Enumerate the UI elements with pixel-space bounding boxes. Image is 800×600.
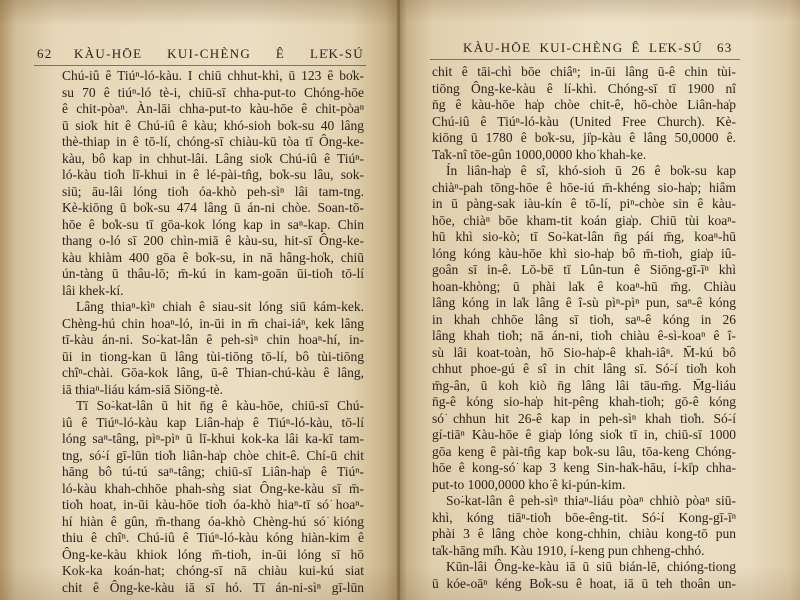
text-line: ló-kàu khah-chhōe phah-sǹg siat Ông-ke-kàu sī m̄-	[62, 480, 364, 496]
page-body	[432, 64, 736, 592]
text-line: ū kóe-oāⁿ kéng Bo̍k-su ê hoat, iā ū teh thoân un-	[432, 575, 736, 591]
text-line: Lâng thiaⁿ-kìⁿ chiah ê siau-sit lóng siū kám-kek.	[76, 299, 364, 314]
page-number: 63	[717, 40, 733, 55]
text-line: gí-tiāⁿ Kàu-hōe ê gia̍p lóng sio̍k tī in, chiū-sī 1000	[432, 427, 736, 442]
text-line: thang o-ló sī 200 chìn-miā ê kàu-su, hit-sī Ông-ke-	[62, 233, 364, 248]
text-line: ū sio̍k hit ê Chú-iû ê kàu; khó-sioh bo̍k-su 40 lâng	[62, 117, 364, 133]
text-line: khì, kóng tiāⁿ-tio̍h bōe-êng-tit. Só͘-í Kong-gī-īⁿ	[432, 509, 736, 525]
text-line: goân sī in-ê. Lō-bē tī Lûn-tun ê Siōng-gī-īⁿ khì	[432, 262, 736, 277]
text-line: lâi khek-kí.	[62, 282, 124, 298]
text-line: sù lâi koat-toàn, hō Sio-ha̍p-ê khah-iâⁿ. M̄-kú bô	[432, 344, 736, 360]
text-line: put-to 1000,0000 kho͘ ê ki-pún-kim.	[432, 476, 626, 492]
page-number: 62	[37, 46, 53, 61]
text-line: tng, só͘-í gī-lūn tio̍h liân-ha̍p chòe chit-ê. Chí-ū chit	[62, 447, 364, 463]
text-line: ê chit-pòaⁿ. Àn-lāi chha-put-to kàu-hōe ê chit-pòaⁿ	[62, 101, 364, 116]
text-line: Ông-ke-kàu khiok lóng m̄-tio̍h, in-ūi lóng sī hō	[62, 546, 364, 562]
page-body	[62, 68, 364, 596]
text-line: So͘-kat-lân ê peh-sìⁿ thiaⁿ-liáu pòaⁿ chhiò pòaⁿ siū-	[446, 493, 736, 508]
text-line: in ū pàng-sak iàu-kín ê tō-lí, piⁿ-chòe sin ê kàu-	[432, 196, 736, 211]
text-line: siū; āu-lâi lóng tio̍h óa-khò peh-sìⁿ lâi tam-tng.	[62, 183, 364, 199]
text-line: Ta̍k-nî tōe-gûn 1000,0000 kho͘ khah-ke.	[432, 146, 647, 162]
text-line: kàu, bô kap in chhut-lâi. Lâng sio̍k Chú-iû ê Tiúⁿ-	[62, 150, 364, 166]
text-line: hí hiàn ê gûn, m̄-thang óa-khò Chèng-hú só͘ kióng	[62, 513, 364, 529]
text-line: n̄g ê kàu-hōe ha̍p chòe chit-ê, hō-chòe Liân-ha̍p	[432, 97, 736, 112]
text-line: Tī So͘-kat-lân ū hit n̄g ê kàu-hōe, chiū-sī Chú-	[76, 398, 364, 413]
text-line: phài 3 ê lâng chòe kong-chhin, chiàu kong-tō pun	[432, 526, 736, 541]
text-line: ún-tàng ū thâu-lō; m̄-kú in kam-goān ūi-tio̍h tō-lí	[62, 266, 364, 281]
text-line: thè-thiap in ê tō-lí, chóng-sī chiàu-kū tòa tī Ông-ke-	[62, 134, 364, 149]
text-line: chit ê tāi-chì bōe chiâⁿ; in-ūi lâng ū-ê chin tùi-	[432, 64, 736, 79]
text-line: lóng saⁿ-tâng, pìⁿ-pìⁿ ū lī-khui kok-ka lâi ka-kī tam-	[62, 431, 364, 446]
text-line: in khah chhōe lâng sī tio̍h, saⁿ-ê kóng in 26	[432, 311, 736, 327]
text-line: Chú-iû ê Tiúⁿ-ló-kàu (United Free Church). Kè-	[432, 113, 736, 129]
text-line: só͘ chhun hit 26-ê kap in peh-sìⁿ khah tio̍h. Só͘-í	[432, 410, 736, 426]
text-line: thiu ê chîⁿ. Chú-iû ê Tiúⁿ-ló-kàu kóng hiàn-kim ê	[62, 530, 364, 545]
text-line: chit ê Ông-ke-kàu iā sī hó. Tī án-ni-sìⁿ gī-lūn	[62, 579, 364, 595]
text-line: kàu khiàm 400 gōa ê bo̍k-su, in nā hâng-ho̍k, chiū	[62, 249, 364, 265]
text-line: lóng kóng kàu-hōe khì sio-ha̍p bô m̄-tio̍h, gia̍p iû-	[432, 245, 736, 261]
text-line: tī-kàu án-ni. So͘-kat-lân ê peh-sìⁿ chin hoaⁿ-hí, in-	[62, 332, 364, 347]
text-line: kiōng ū 1780 ê bo̍k-su, ji̍p-kàu ê lâng 50,0000 ê.	[432, 130, 736, 145]
text-line: chhut phoe-gú ê sî in chit lâng sī. Só͘-í tio̍h koh	[432, 361, 736, 376]
header-rule	[430, 59, 740, 60]
text-line: hāng bô tú-tú saⁿ-tâng; chiū-sī Liân-ha̍p ê Tiúⁿ-	[62, 464, 364, 479]
text-line: Ín liân-ha̍p ê sî, khó-sioh ū 26 ê bo̍k-su kap	[446, 163, 736, 178]
text-line: lâng kóng in la̍k lâng ê î-sù pìⁿ-pìⁿ pun, saⁿ-ê kóng	[432, 295, 736, 310]
text-line: chiàⁿ-pah tōng-hōe ê hōe-iú m̄-khéng sio-ha̍p; hiâm	[432, 179, 736, 195]
running-head-title: KÀU-HŌE KUI-CHÈNG Ê LE̍K-SÚ	[74, 46, 364, 61]
text-line: tio̍h hoat, in-ūi kàu-hōe tio̍h óa-khò hiaⁿ-tī só͘ hoaⁿ-	[62, 497, 364, 512]
text-line: Kok-ka koán-hat; chóng-sī nā chiàu kui-kú siat	[62, 563, 364, 578]
text-line: gōa keng ê pài-tn̂g kap bo̍k-su lâu, tōa-keng Chóng-	[432, 443, 736, 459]
text-line: hoan-khòng; ū phài la̍k ê koaⁿ-hū m̄g. Chiàu	[432, 278, 736, 294]
text-line: chîⁿ-chài. Gōa-kok lâng, ū-ê Thian-chú-kàu ê lâng,	[62, 365, 364, 380]
left-page	[0, 0, 399, 600]
text-line: Kè-kiōng ū bo̍k-su 474 lâng ū án-ni chòe. Soan-tō-	[62, 200, 364, 215]
right-page	[399, 0, 800, 600]
text-line: hōe ê bo̍k-su tī gōa-kok lóng kap in saⁿ-kap. Chin	[62, 216, 364, 232]
text-line: Chú-iû ê Tiúⁿ-ló-kàu. I chiū chhut-khì, ū 123 ê bo̍k-	[62, 68, 364, 83]
running-head-title: KÀU-HŌE KUI-CHÈNG Ê LE̍K-SÚ	[463, 40, 703, 55]
text-line: hōe ê kong-só͘ kap 3 keng Sin-ha̍k-hāu, í-ki̍p chha-	[432, 460, 736, 475]
text-line: ūi in tiong-kan ū lâng tùi-tiōng tō-lí, bô tùi-tiōng	[62, 348, 364, 364]
text-line: iû ê Tiúⁿ-ló-kàu kap Liân-ha̍p ê Tiúⁿ-ló-kàu, tō-lí	[62, 414, 364, 430]
text-line: ta̍k-hāng mi̍h. Kàu 1910, í-keng pun chheng-chhó.	[432, 542, 705, 558]
header-rule	[34, 65, 366, 66]
text-line: su 70 ê tiúⁿ-ló tè-i, chiū-sī chha-put-to Chóng-hōe	[62, 84, 364, 100]
text-line: m̄g-ân, ū koh kiò n̄g lâng lâi tāu-m̄g. M̄g-liáu	[432, 377, 736, 393]
text-line: ló-kàu tio̍h lī-khui in ê lé-pài-tn̂g, bo̍k-su lâu, sok-	[62, 167, 364, 182]
text-line: Chèng-hú chin hoaⁿ-ló, in-ūi in m̄ chai-iáⁿ, kek lâng	[62, 315, 364, 331]
text-line: n̄g-ê kóng sio-ha̍p hit-pêng khah-tio̍h; gō-ê kóng	[432, 394, 736, 409]
text-line: iā thiaⁿ-liáu kám-siā Siōng-tè.	[62, 381, 223, 397]
text-line: tiōng Ông-ke-kàu ê lí-khì. Chóng-sī tī 1900 nî	[432, 80, 736, 96]
text-line: Kūn-lâi Ông-ke-kàu iā ū siū bián-lē, chióng-tiong	[446, 559, 736, 574]
text-line: hōe, chiàⁿ bōe kham-tit koán gia̍p. Chiū tùi koaⁿ-	[432, 212, 736, 228]
book-gutter	[397, 0, 400, 600]
text-line: lâng khah tio̍h; nā án-ni, tio̍h chiàu ê-sì-koaⁿ ê î-	[432, 328, 736, 343]
text-line: hū khì sio-kò; tī So͘-kat-lân n̄g pái m̄g, koaⁿ-hū	[432, 229, 736, 244]
